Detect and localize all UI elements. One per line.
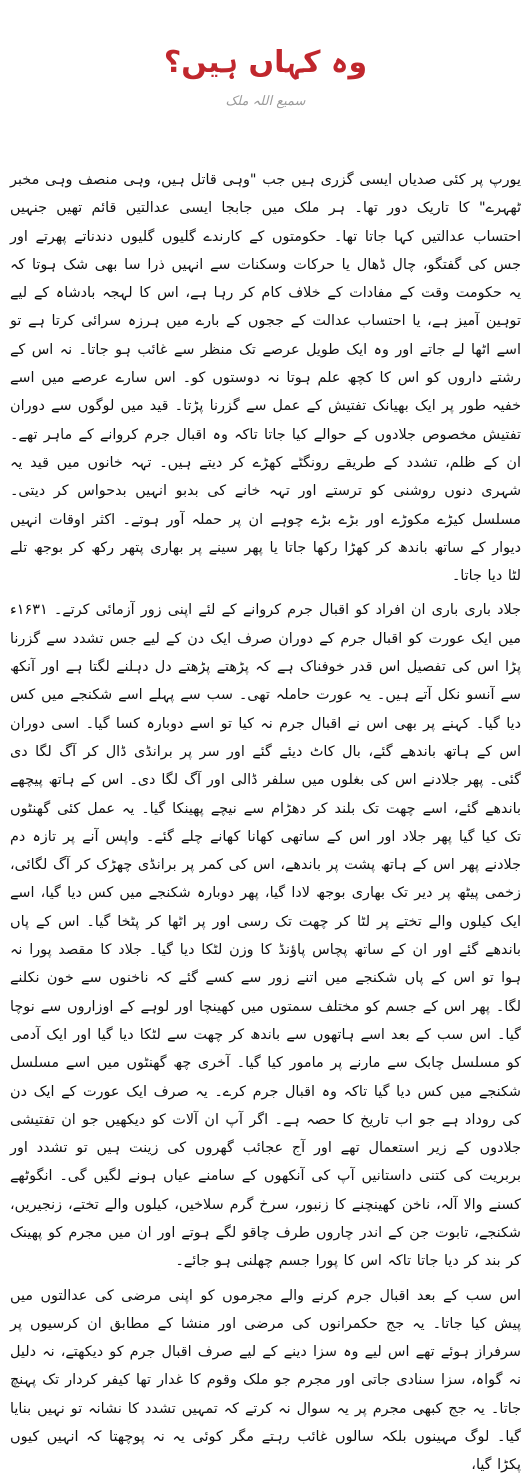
paragraph: یورپ پر کئی صدیاں ایسی گزری ہیں جب "وہی قاتل ہیں، وہی منصف وہی مخبر ٹھہرے" کا تاریک دور تھا۔ ہر ملک میں جابجا ایسی عدالتیں قائم تھیں جنہیں احتساب عدالتیں کہا جاتا تھا۔ حکومتوں کے کارندے گلیوں گلیوں دندناتے پھرتے اور جس کی گفتگو، چال ڈھال یا حرکات وسکنات سے انہیں ذرا سا بھی شک ہوتا کہ یہ حکومت وقت کے مفادات کے خلاف کام کر رہا ہے، اس کا لہجہ بادشاہ کے لیے توہین آمیز ہے، یا احتساب عدالت کے ججوں کے بارے میں ہرزہ سرائی کرتا ہے تو اسے اٹھا لے جاتے اور وہ ایک طویل عرصے تک منظر سے غائب ہو جاتا۔ نہ اس کے رشتے داروں کو اس کا کچھ علم ہوتا نہ دوستوں کو۔ اس سارے عرصے میں اسے خفیہ طور پر ایک بھیانک تفتیش کے عمل سے گزرنا پڑتا۔ قید میں لوگوں سے دوران تفتیش مخصوص جلادوں کے حوالے کیا جاتا تاکہ وہ اقبال جرم کروانے کے ماہر تھے۔ ان کے ظلم، تشدد کے طریقے رونگٹے کھڑے کر دیتے ہیں۔ تہہ خانوں میں قید یہ شہری دنوں روشنی کو ترستے اور تہہ خانے کی بدبو انہیں بدحواس کر دیتی۔ مسلسل کیڑے مکوڑے اور بڑے بڑے چوہے ان پر حملہ آور ہوتے۔ اکثر اوقات انہیں دیوار کے ساتھ باندھ کر کھڑا رکھا جاتا یا پھر سینے پر بھاری پتھر رکھ کر بوجھ تلے لٹا دیا جاتا۔ — [10, 172, 521, 585]
author-byline: سمیع اللہ ملک — [225, 94, 306, 109]
paragraph: اس سب کے بعد اقبال جرم کرنے والے مجرموں کو اپنی مرضی کی عدالتوں میں پیش کیا جاتا۔ یہ جج حکمرانوں کی مرضی اور منشا کے مطابق ان کرسیوں پر سرفراز ہوئے تھے اس لیے وہ سزا دینے کے لیے صرف اقبال جرم کو دیکھتے، نہ دلیل نہ گواہ، سزا سنادی جاتی اور مجرم جو ملک وقوم کا غدار تھا کیفر کردار تک پہنچ جاتا۔ یہ جج کبھی مجرم پر یہ سوال نہ کرتے کہ تمہیں تشدد کا نشانہ تو نہیں بنایا گیا۔ لوگ مہینوں بلکہ سالوں غائب رہتے مگر کوئی یہ نہ پوچھتا کہ انہیں کیوں پکڑا گیا، — [10, 1287, 521, 1474]
article-title: وہ کہاں ہیں؟ — [163, 45, 368, 80]
article-body — [10, 166, 521, 1480]
paragraph: جلاد باری باری ان افراد کو اقبال جرم کروانے کے لئے اپنی زور آزمائی کرتے۔ ۱۶۳۱ء میں ایک عورت کو اقبال جرم کے دوران صرف ایک دن کے لیے جس تشدد سے گزرنا پڑا اس کی تفصیل اس قدر خوفناک ہے کہ پڑھتے پڑھتے دل دہلنے لگتا ہے اور آنکھ سے آنسو نکل آتے ہیں۔ یہ عورت حاملہ تھی۔ سب سے پہلے اسے شکنجے میں کس دیا گیا۔ کہنے پر بھی اس نے اقبال جرم نہ کیا تو اسے دوبارہ کسا گیا۔ اسی دوران اس کے ہاتھ باندھے گئے، بال کاٹ دیئے گئے اور سر پر برانڈی ڈال کر آگ لگا دی گئی۔ پھر جلادنے اس کی بغلوں میں سلفر ڈالی اور آگ لگا دی۔ اس کے ہاتھ پیچھے باندھے گئے، اسے چھت تک بلند کر دھڑام سے نیچے پھینکا گیا۔ یہ عمل کئی گھنٹوں تک کیا گیا پھر جلاد اور اس کے ساتھی کھانا کھانے چلے گئے۔ واپس آنے پر تازہ دم جلادنے پھر اس کے ہاتھ پشت پر باندھے، اس کی کمر پر برانڈی چھڑک کر آگ لگائی، زخمی پیٹھ پر دیر تک بھاری بوجھ لادا گیا، پھر دوبارہ شکنجے میں کس دیا گیا، اسے ایک کیلوں والے تختے پر لٹا کر چھت تک رسی اور پر اٹھا کر پٹخا گیا۔ اس کے پاں باندھے گئے اور ان کے ساتھ پچاس پاؤنڈ کا وزن لٹکا دیا گیا۔ جلاد کا مقصد پورا نہ ہوا تو اس کے پاں شکنجے میں اتنے زور سے کسے گئے کہ ناخنوں سے خون نکلنے لگا۔ پھر اس کے جسم کو مختلف سمتوں میں کھینچا اور لوہے کے اوزاروں سے نوچا گیا۔ اس سب کے بعد اسے ہاتھوں سے باندھ کر چھت سے لٹکا دیا گیا اور ایک آدمی کو مسلسل چابک سے مارنے پر مامور کیا گیا۔ آخری چھ گھنٹوں میں اسے مسلسل شکنجے میں کس دیا گیا تاکہ وہ اقبال جرم کرے۔ یہ صرف ایک عورت کے ایک دن کی روداد ہے جو اب تاریخ کا حصہ ہے۔ اگر آپ ان آلات کو دیکھیں جو ان تفتیشی جلادوں کے زیر استعمال تھے اور آج عجائب گھروں کی زینت ہیں تو تشدد اور بربریت کی کتنی داستانیں آپ کی آنکھوں کے سامنے عیاں ہونے لگیں گی۔ انگوٹھے کسنے والا آلہ، ناخن کھینچنے کا زنبور، سرخ گرم سلاخیں، کیلوں والے تختے، زنجیریں، شکنجے، تابوت جن کے اندر چاروں طرف چاقو لگے ہوتے اور ان میں مجرم کو پھینک کر بند کر دیا جاتا تاکہ اس کا پورا جسم چھلنی ہو جائے۔ — [10, 602, 521, 1270]
